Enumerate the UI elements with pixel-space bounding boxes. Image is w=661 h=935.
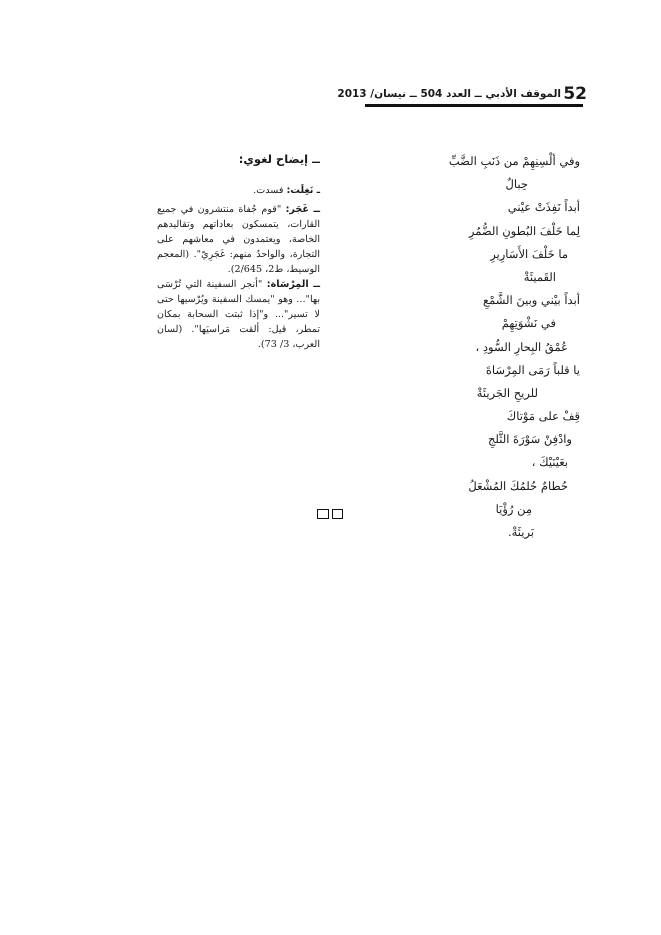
poem-line: أبداً بيْني وبينَ الشَّمْعِ <box>482 293 580 308</box>
poem-line: قِفْ على مَوْتاكَ <box>506 409 580 424</box>
poem-line: وادْفِنْ سَوْرَةَ الثَّلجِ <box>488 432 572 447</box>
poem <box>400 150 580 544</box>
end-of-article-mark <box>317 509 343 521</box>
poem-line: بَريئَةْ. <box>507 525 534 539</box>
glossary-title: ــ إيضاح لغوي: <box>238 152 320 166</box>
poem-line: عُمْقُ البِحارِ السُّودِ ، <box>475 339 568 354</box>
poem-line: يا قلباً رَمَى المِرْسَاةَ <box>485 362 580 377</box>
poem-line: ما خَلْفَ الأَسَارِيرِ <box>490 246 568 261</box>
poem-line: مِن رُؤْيَا <box>495 501 532 516</box>
poem-line: بعَيْنَيْكَ ، <box>531 455 568 470</box>
poem-line: وفي ألْسِنِهِمْ من ذَنَبِ الضَّبِّ <box>448 154 580 168</box>
glossary-entry <box>157 277 320 352</box>
header-rule <box>365 104 583 107</box>
glossary-definition: "قوم جُفاة منتشرون في جميع القارات، يتمسكون بعاداتهم وتقاليدهم الخاصة، ويعتمدون في معاشهم على التجارة، والواحدُ منهم: غَجَرِيّ". (المعجم الوسيط، ط2، 2/645). <box>157 204 320 275</box>
poem-line: حُطامٌ حُلمُكَ المُشْعَلُ <box>468 478 568 493</box>
glossary-term: ــ غَجَر: <box>285 204 321 215</box>
poem-line: للريحِ الجَريئَةْ <box>476 385 538 400</box>
running-title: الموقف الأدبي ــ العدد 504 ــ نيسان/ 2013 <box>337 88 561 100</box>
glossary <box>157 150 320 352</box>
glossary-definition: "أنجر السفينة التي تُرْسَى بها"... وهو "يمسك السفينة ويُرْسيها حتى لا تسير"... و"إذا ثبتت السحابة بمكان تمطر، قيل: ألقت مَراسيَها". (لسان العرب، 3/ 73). <box>157 279 320 350</box>
glossary-definition: فسدت. <box>253 185 287 196</box>
poem-line: حِبالٌ <box>505 177 528 192</box>
poem-line: في نَشْوَتِهِمْ <box>501 316 556 331</box>
glossary-entry <box>157 183 320 198</box>
glossary-entry <box>157 202 320 277</box>
glossary-term: ــ المِرْسَاة: <box>266 279 320 290</box>
poem-line: أبداً نَفِذَتْ عيْني <box>507 200 580 215</box>
glossary-term: ـ نَغِلَت: <box>286 185 320 196</box>
poem-line: القَميئَةْ <box>523 269 556 284</box>
end-square-icon <box>332 509 344 519</box>
page-number: 52 <box>563 84 587 104</box>
end-square-icon <box>317 509 329 519</box>
poem-line: لِما خَلْفَ البُطونِ الضُّمُرِ <box>468 223 580 238</box>
